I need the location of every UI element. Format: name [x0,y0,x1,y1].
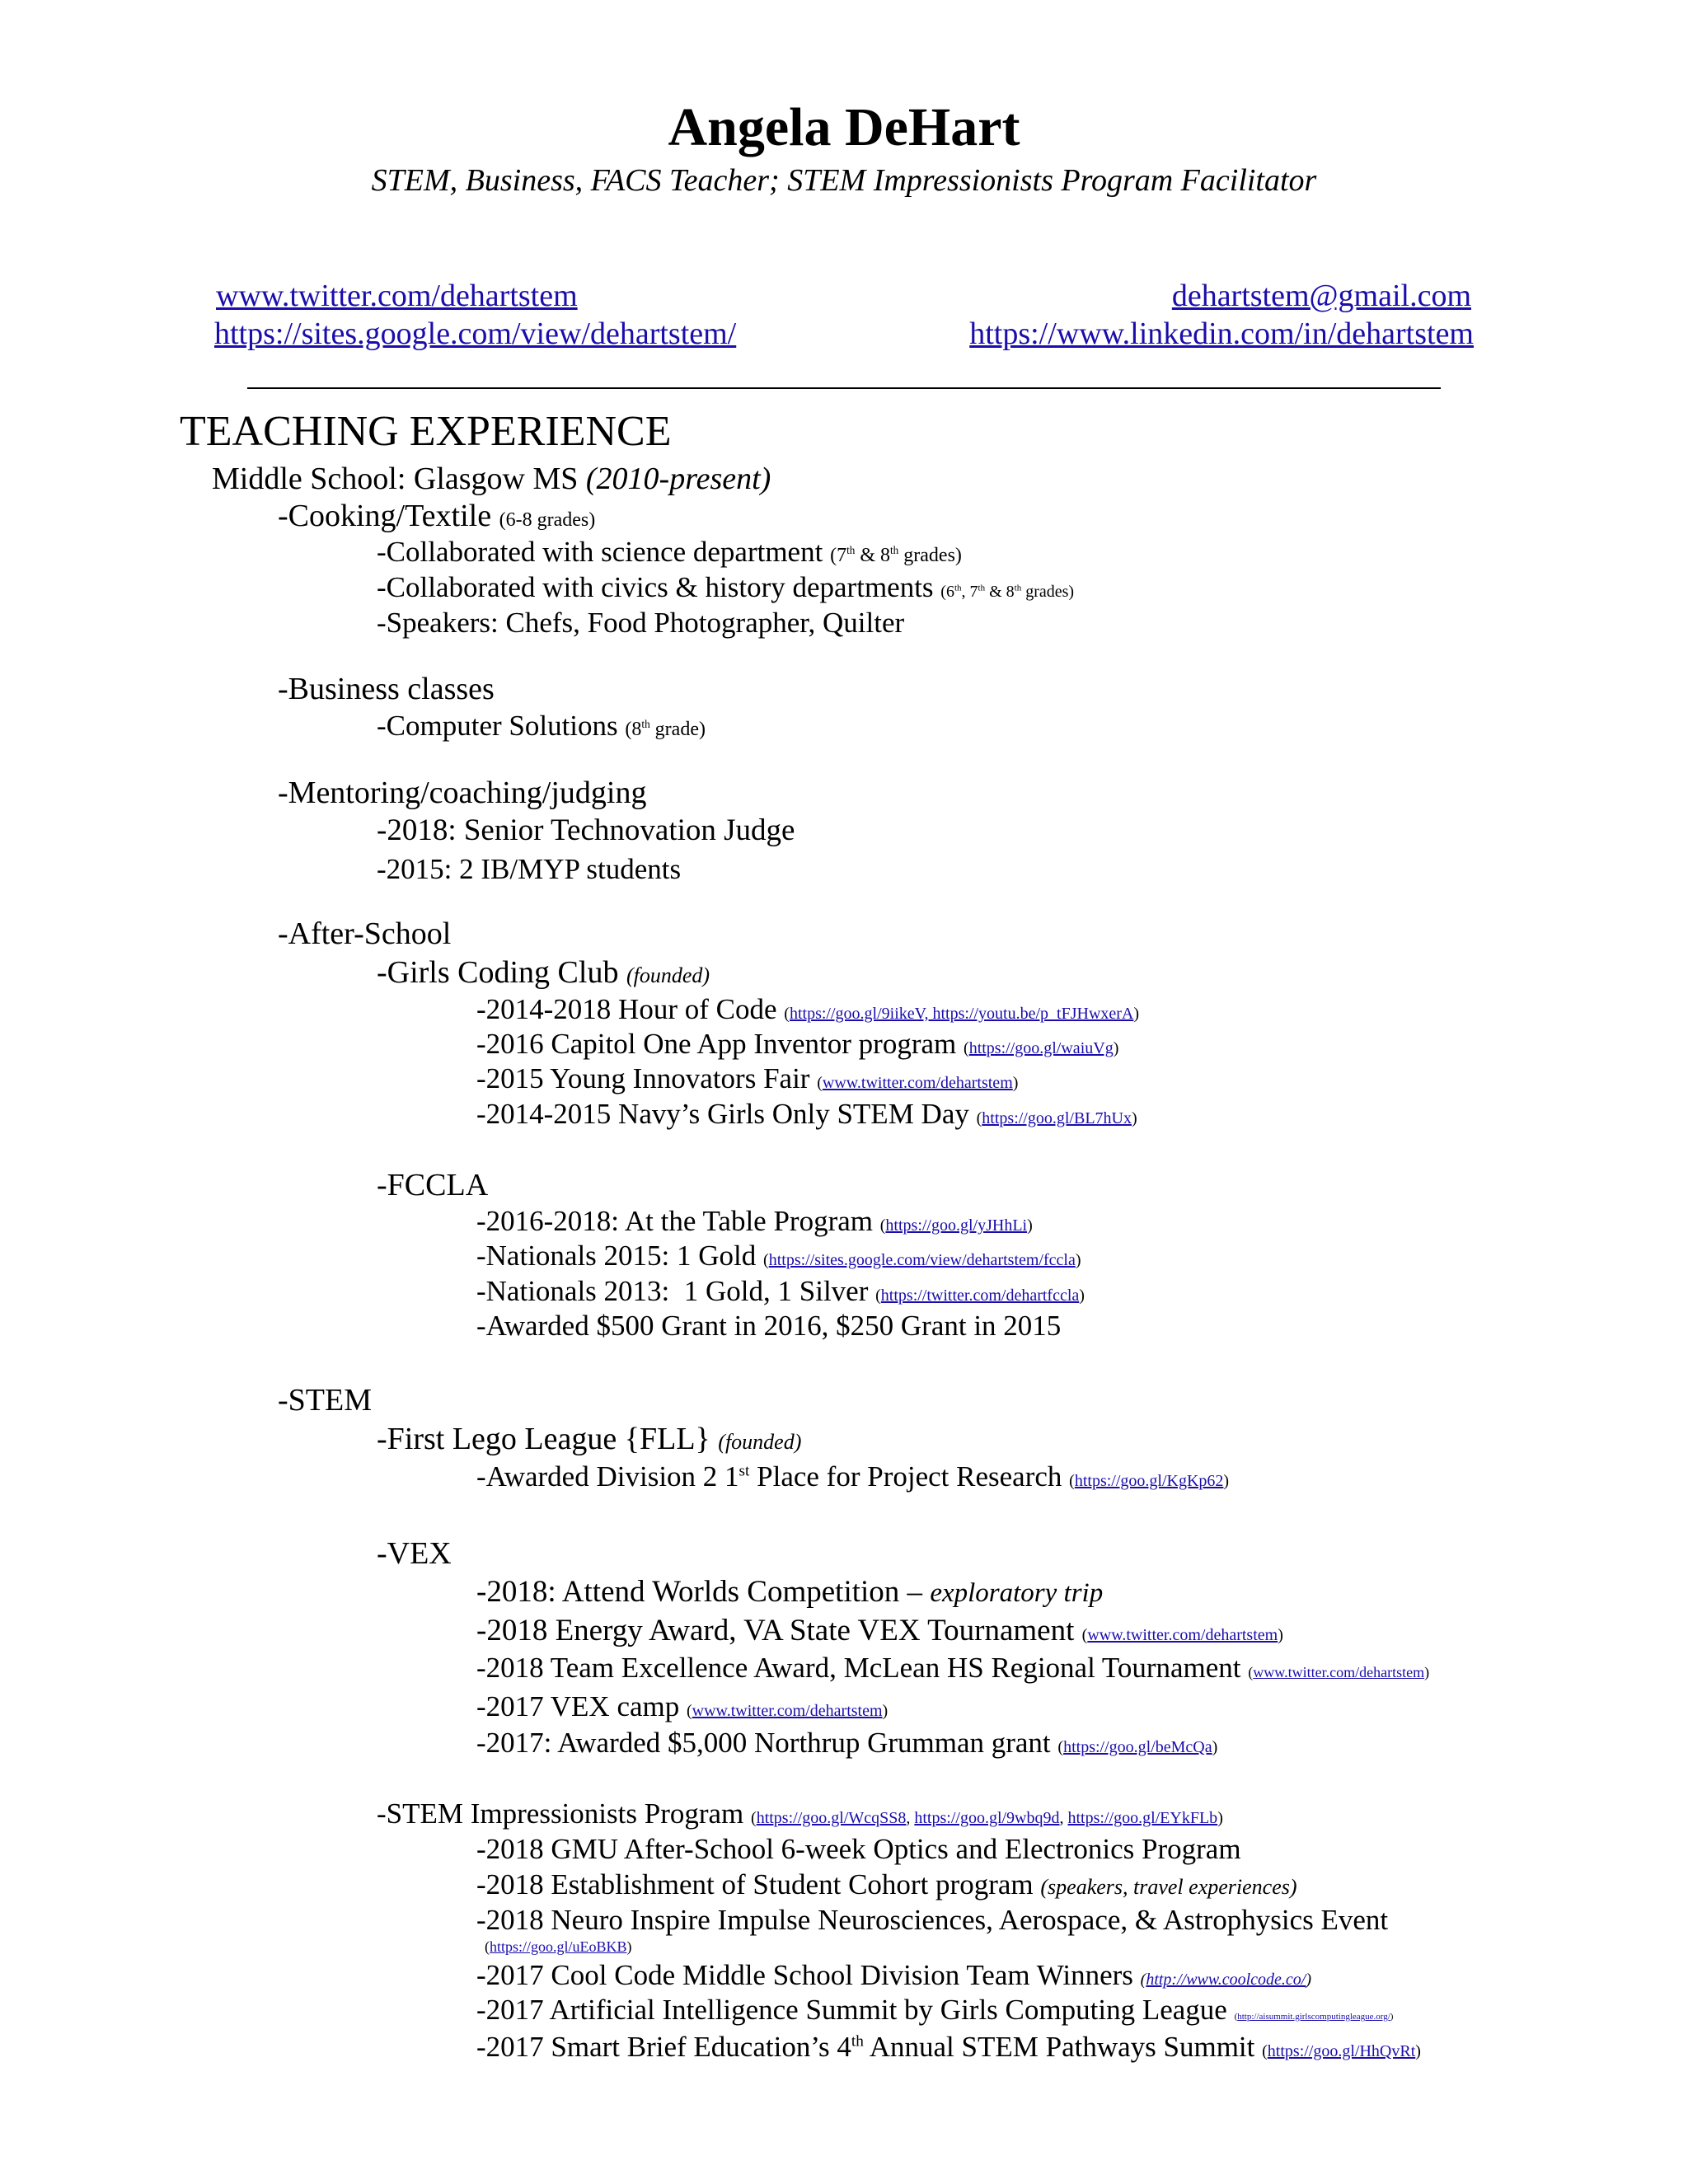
email-link[interactable]: dehartstem@gmail.com [1171,279,1471,313]
list-item: -2018 Team Excellence Award, McLean HS Regional Tournament (www.twitter.com/dehartstem) [476,1652,1430,1684]
list-item: -2017 Cool Code Middle School Division Team Winners (http://www.coolcode.co/) [476,1959,1312,1991]
list-item: -2015: 2 IB/MYP students [377,853,682,885]
list-item: -2018: Attend Worlds Competition – exploratory trip [476,1575,1104,1609]
fccla-title: -FCCLA [377,1168,489,1202]
person-subtitle: STEM, Business, FACS Teacher; STEM Impressionists Program Facilitator [371,163,1317,198]
cooking-note: (6-8 grades) [499,509,596,531]
list-item: -2017 Artificial Intelligence Summit by Girls Computing League (http://aisummit.girlscomputingleague.org/) [476,1994,1394,2026]
vex-title: -VEX [377,1536,452,1571]
google-sites-link[interactable]: https://sites.google.com/view/dehartstem/ [214,316,737,351]
list-item: -2016-2018: At the Table Program (https://goo.gl/yJHhLi) [476,1205,1033,1237]
ai-summit-link[interactable]: http://aisummit.girlscomputingleague.org/ [1237,2012,1390,2022]
at-the-table-link[interactable]: https://goo.gl/yJHhLi [885,1216,1028,1235]
stem-title: -STEM [278,1383,372,1418]
list-item: -2014-2018 Hour of Code (https://goo.gl/9iikeV, https://youtu.be/p_tFJHwxerA) [476,993,1140,1025]
navy-stem-day-link[interactable]: https://goo.gl/BL7hUx [982,1109,1132,1127]
girls-coding-heading: -Girls Coding Club (founded) [377,955,710,990]
fccla-twitter-link[interactable]: https://twitter.com/dehartfccla [880,1286,1080,1305]
list-item: -2018 Establishment of Student Cohort program (speakers, travel experiences) [476,1868,1297,1900]
vex-excellence-link[interactable]: www.twitter.com/dehartstem [1253,1664,1425,1680]
neuro-inspire-link-wrap: (https://goo.gl/uEoBKB) [485,1938,632,1955]
vex-energy-link[interactable]: www.twitter.com/dehartstem [1087,1626,1278,1644]
list-item: -2018: Senior Technovation Judge [377,813,795,847]
list-item: -2017 Smart Brief Education’s 4th Annual STEM Pathways Summit (https://goo.gl/HhQvRt) [476,2031,1421,2063]
innovators-fair-link[interactable]: www.twitter.com/dehartstem [822,1074,1013,1092]
list-item: -Awarded Division 2 1st Place for Project Research (https://goo.gl/KgKp62) [476,1460,1230,1493]
header-divider [247,387,1441,389]
list-item: -2017: Awarded $5,000 Northrup Grumman grant (https://goo.gl/beMcQa) [476,1727,1218,1759]
fll-heading: -First Lego League {FLL} (founded) [377,1422,802,1456]
school-heading [212,463,771,494]
app-inventor-link[interactable]: https://goo.gl/waiuVg [968,1039,1114,1057]
school-years: (2010-present) [585,462,771,496]
list-item: -2015 Young Innovators Fair (www.twitter.com/dehartstem) [476,1062,1019,1094]
section-title: TEACHING EXPERIENCE [180,408,672,455]
after-school-title: -After-School [278,916,452,951]
list-item: -2018 Energy Award, VA State VEX Tournament (www.twitter.com/dehartstem) [476,1614,1283,1647]
list-item: -2018 Neuro Inspire Impulse Neurosciences, Aerospace, & Astrophysics Event [476,1904,1389,1936]
list-item: -Computer Solutions (8th grade) [377,710,706,742]
person-name: Angela DeHart [668,97,1020,157]
list-item: -Speakers: Chefs, Food Photographer, Quilter [377,607,905,639]
coolcode-link[interactable]: http://www.coolcode.co/ [1146,1971,1306,1989]
list-item: -Collaborated with civics & history departments (6th, 7th & 8th grades) [377,571,1075,603]
hour-of-code-link[interactable]: https://goo.gl/9iikeV, https://youtu.be/p_tFJHwxerA [789,1005,1134,1023]
mentoring-title: -Mentoring/coaching/judging [278,776,647,810]
cooking-heading [278,500,595,532]
pathways-summit-link[interactable]: https://goo.gl/HhQvRt [1267,2042,1416,2060]
neuro-inspire-link[interactable]: https://goo.gl/uEoBKB [490,1938,627,1955]
fccla-site-link[interactable]: https://sites.google.com/view/dehartstem/fccla [768,1251,1076,1269]
list-item: -Nationals 2015: 1 Gold (https://sites.google.com/view/dehartstem/fccla) [476,1240,1081,1272]
twitter-link[interactable]: www.twitter.com/dehartstem [216,279,578,313]
grant-link[interactable]: https://goo.gl/beMcQa [1063,1738,1212,1756]
business-title: -Business classes [278,672,495,706]
list-item: -2017 VEX camp (www.twitter.com/dehartstem) [476,1690,889,1722]
impressionists-heading: -STEM Impressionists Program (https://goo.gl/WcqSS8, https://goo.gl/9wbq9d, https://goo.gl/EYkFLb) [377,1797,1223,1830]
list-item: -2018 GMU After-School 6-week Optics and Electronics Program [476,1833,1241,1865]
list-item: -Nationals 2013: 1 Gold, 1 Silver (https://twitter.com/dehartfccla) [476,1275,1085,1307]
impressionists-link-1[interactable]: https://goo.gl/WcqSS8 [756,1809,907,1827]
list-item: -2014-2015 Navy’s Girls Only STEM Day (https://goo.gl/BL7hUx) [476,1098,1137,1130]
vex-camp-link[interactable]: www.twitter.com/dehartstem [692,1702,883,1720]
list-item: -Awarded $500 Grant in 2016, $250 Grant in 2015 [476,1310,1062,1342]
school-label: Middle School: Glasgow MS [212,462,579,496]
list-item: -Collaborated with science department (7th & 8th grades) [377,536,962,568]
cooking-title: -Cooking/Textile [278,499,492,533]
list-item: -2016 Capitol One App Inventor program (https://goo.gl/waiuVg) [476,1028,1119,1060]
impressionists-link-3[interactable]: https://goo.gl/EYkFLb [1067,1809,1218,1827]
linkedin-link[interactable]: https://www.linkedin.com/in/dehartstem [969,316,1474,351]
impressionists-link-2[interactable]: https://goo.gl/9wbq9d [914,1809,1060,1827]
fll-link[interactable]: https://goo.gl/KgKp62 [1074,1472,1224,1490]
